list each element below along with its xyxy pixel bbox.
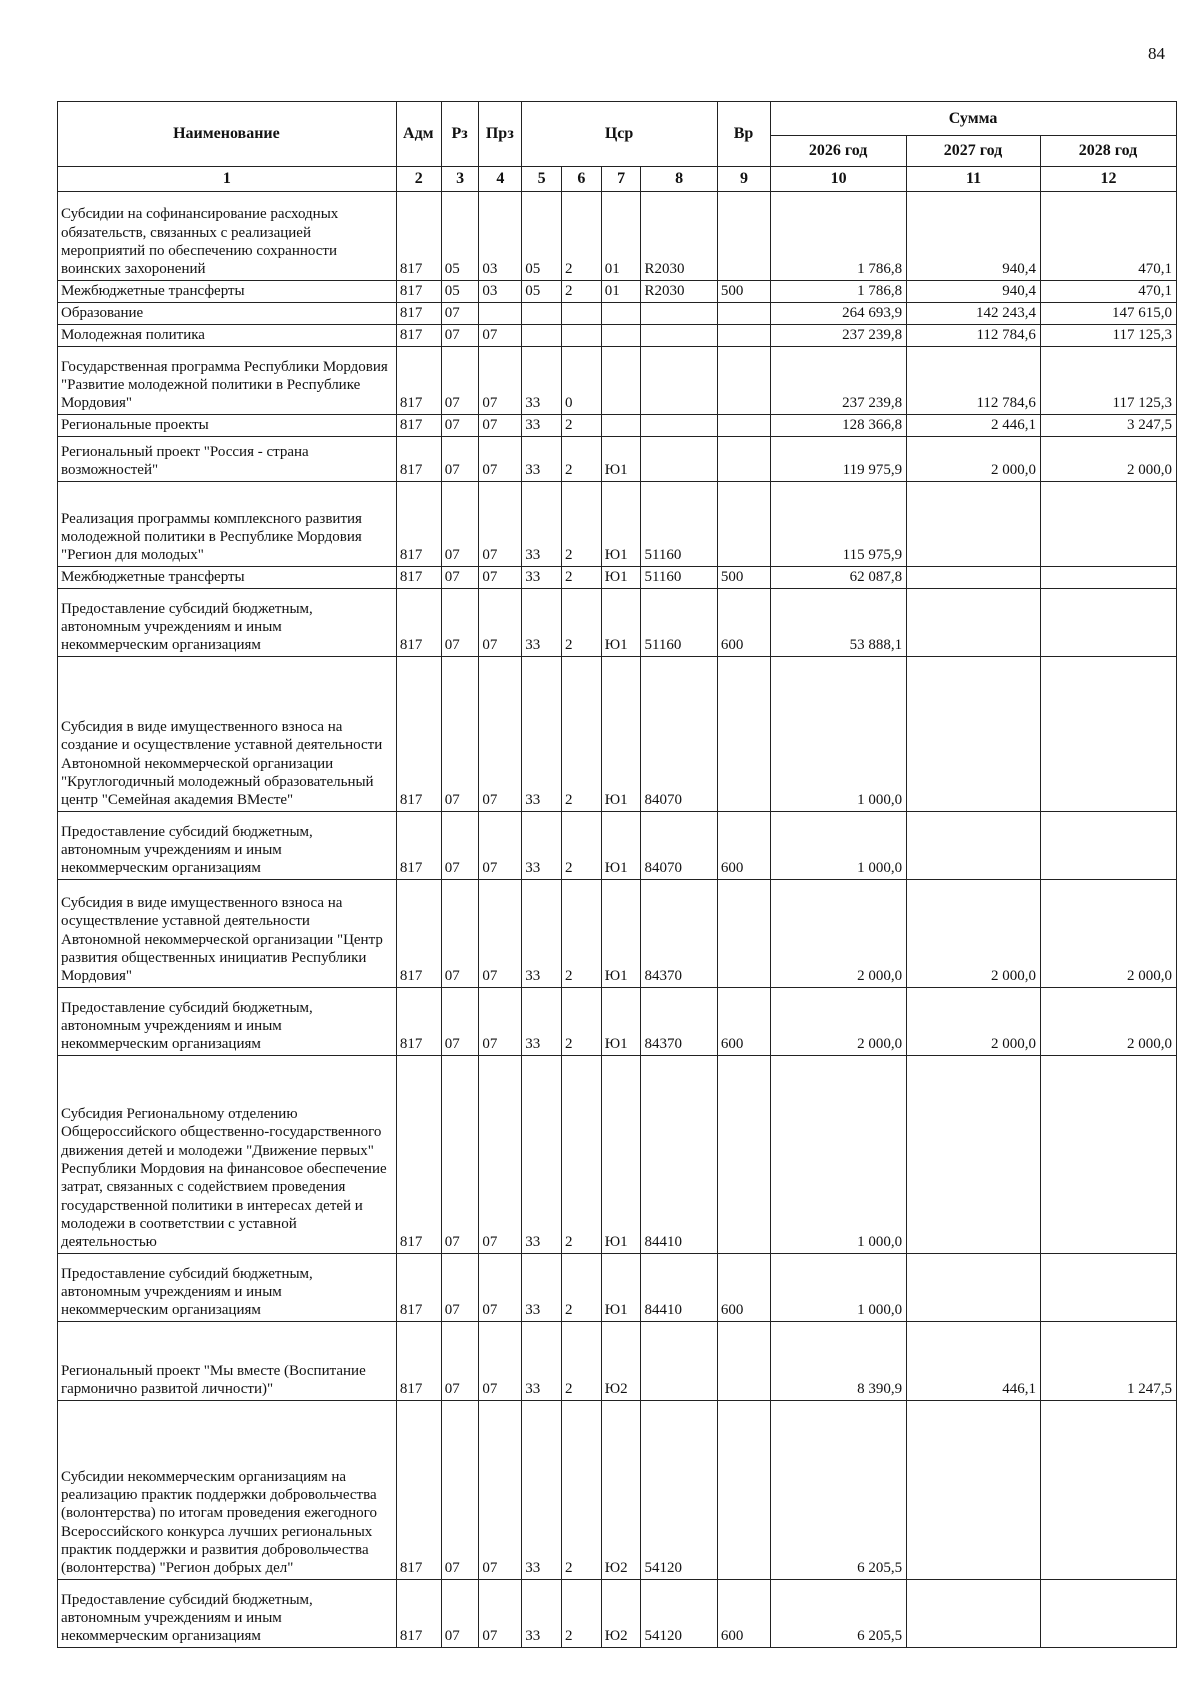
amount-2026: 2 000,0: [771, 987, 907, 1055]
column-number: 8: [641, 167, 717, 192]
adm-cell: 817: [396, 346, 441, 414]
csr-part-5-cell: 33: [522, 436, 562, 481]
csr-part-6-cell: 2: [562, 987, 602, 1055]
rz-cell: 07: [441, 324, 479, 346]
row-name: Государственная программа Республики Мордовия "Развитие молодежной политики в Республике Мордовия": [58, 346, 397, 414]
csr-part-6-cell: 2: [562, 280, 602, 302]
amount-2027: [907, 656, 1041, 811]
prz-cell: [479, 302, 522, 324]
prz-cell: 07: [479, 588, 522, 656]
adm-cell: 817: [396, 1579, 441, 1647]
table-body: [58, 191, 1177, 1647]
table-row: [58, 436, 1177, 481]
amount-2027: 142 243,4: [907, 302, 1041, 324]
vr-cell: 600: [717, 1253, 770, 1321]
row-name: Межбюджетные трансферты: [58, 280, 397, 302]
amount-2027: 940,4: [907, 280, 1041, 302]
csr-part-5-cell: 33: [522, 414, 562, 436]
column-number: 2: [396, 167, 441, 192]
table-row: [58, 987, 1177, 1055]
table-row: [58, 566, 1177, 588]
csr-part-6-cell: 2: [562, 1321, 602, 1400]
csr-part-7-cell: Ю1: [601, 1253, 641, 1321]
prz-cell: 07: [479, 346, 522, 414]
csr-part-5-cell: 33: [522, 656, 562, 811]
csr-part-6-cell: 2: [562, 481, 602, 566]
prz-cell: 07: [479, 811, 522, 879]
amount-2027: 2 446,1: [907, 414, 1041, 436]
csr-part-6-cell: 2: [562, 414, 602, 436]
adm-cell: 817: [396, 324, 441, 346]
amount-2028: 470,1: [1040, 191, 1176, 280]
vr-cell: [717, 302, 770, 324]
column-number: 4: [479, 167, 522, 192]
adm-cell: 817: [396, 656, 441, 811]
vr-cell: [717, 1055, 770, 1253]
amount-2027: 446,1: [907, 1321, 1041, 1400]
adm-cell: 817: [396, 280, 441, 302]
table-row: [58, 588, 1177, 656]
csr-part-7-cell: [601, 346, 641, 414]
vr-cell: [717, 656, 770, 811]
amount-2027: 112 784,6: [907, 324, 1041, 346]
adm-cell: 817: [396, 879, 441, 987]
rz-cell: 07: [441, 302, 479, 324]
row-name: Предоставление субсидий бюджетным, автономным учреждениям и иным некоммерческим организациям: [58, 588, 397, 656]
budget-table: [57, 101, 1177, 1648]
amount-2026: 1 000,0: [771, 1055, 907, 1253]
vr-cell: [717, 436, 770, 481]
amount-2026: 1 000,0: [771, 1253, 907, 1321]
amount-2026: 237 239,8: [771, 346, 907, 414]
csr-part-5-cell: 33: [522, 1321, 562, 1400]
amount-2026: 128 366,8: [771, 414, 907, 436]
amount-2027: [907, 1055, 1041, 1253]
vr-cell: 600: [717, 987, 770, 1055]
row-name: Региональные проекты: [58, 414, 397, 436]
amount-2028: 147 615,0: [1040, 302, 1176, 324]
header-prz: Прз: [479, 102, 522, 167]
row-name: Реализация программы комплексного развития молодежной политики в Республике Мордовия "Регион для молодых": [58, 481, 397, 566]
amount-2026: 6 205,5: [771, 1579, 907, 1647]
table-row: [58, 324, 1177, 346]
rz-cell: 07: [441, 1400, 479, 1579]
csr-part-6-cell: 2: [562, 436, 602, 481]
rz-cell: 07: [441, 1253, 479, 1321]
row-name: Субсидия в виде имущественного взноса на создание и осуществление уставной деятельности Автономной некоммерческой организации "Круглогодичный молодежный образовательный центр "Семейная академия ВМесте": [58, 656, 397, 811]
rz-cell: 07: [441, 588, 479, 656]
prz-cell: 03: [479, 191, 522, 280]
csr-part-8-cell: 54120: [641, 1579, 717, 1647]
vr-cell: [717, 414, 770, 436]
amount-2026: 119 975,9: [771, 436, 907, 481]
adm-cell: 817: [396, 302, 441, 324]
amount-2026: 62 087,8: [771, 566, 907, 588]
column-number: 9: [717, 167, 770, 192]
csr-part-7-cell: [601, 414, 641, 436]
table-row: [58, 481, 1177, 566]
table-row: [58, 1400, 1177, 1579]
prz-cell: 07: [479, 1321, 522, 1400]
adm-cell: 817: [396, 566, 441, 588]
csr-part-7-cell: 01: [601, 280, 641, 302]
table-row: [58, 280, 1177, 302]
csr-part-5-cell: 33: [522, 481, 562, 566]
adm-cell: 817: [396, 1400, 441, 1579]
csr-part-8-cell: [641, 436, 717, 481]
row-name: Субсидии некоммерческим организациям на реализацию практик поддержки добровольчества (волонтерства) по итогам проведения ежегодного Всероссийского конкурса лучших региональных практик поддержки и развития добровольчества (волонтерства) "Регион добрых дел": [58, 1400, 397, 1579]
adm-cell: 817: [396, 987, 441, 1055]
csr-part-8-cell: [641, 324, 717, 346]
amount-2026: 264 693,9: [771, 302, 907, 324]
csr-part-7-cell: Ю1: [601, 987, 641, 1055]
csr-part-7-cell: [601, 324, 641, 346]
csr-part-5-cell: 33: [522, 1579, 562, 1647]
csr-part-5-cell: 33: [522, 566, 562, 588]
csr-part-5-cell: [522, 324, 562, 346]
csr-part-7-cell: Ю1: [601, 566, 641, 588]
amount-2028: 2 000,0: [1040, 987, 1176, 1055]
row-name: Субсидия в виде имущественного взноса на осуществление уставной деятельности Автономной некоммерческой организации "Центр развития общественных инициатив Республики Мордовия": [58, 879, 397, 987]
csr-part-5-cell: 33: [522, 1055, 562, 1253]
adm-cell: 817: [396, 481, 441, 566]
amount-2027: [907, 1579, 1041, 1647]
prz-cell: 07: [479, 987, 522, 1055]
row-name: Региональный проект "Россия - страна возможностей": [58, 436, 397, 481]
rz-cell: 05: [441, 280, 479, 302]
amount-2028: [1040, 811, 1176, 879]
prz-cell: 07: [479, 1253, 522, 1321]
column-number: 6: [562, 167, 602, 192]
amount-2028: 1 247,5: [1040, 1321, 1176, 1400]
vr-cell: 600: [717, 588, 770, 656]
csr-part-8-cell: 84070: [641, 656, 717, 811]
vr-cell: [717, 1321, 770, 1400]
prz-cell: 07: [479, 566, 522, 588]
table-row: [58, 191, 1177, 280]
table-row: [58, 1253, 1177, 1321]
amount-2026: 115 975,9: [771, 481, 907, 566]
prz-cell: 07: [479, 656, 522, 811]
csr-part-7-cell: Ю2: [601, 1579, 641, 1647]
prz-cell: 07: [479, 414, 522, 436]
column-number: 7: [601, 167, 641, 192]
csr-part-6-cell: 2: [562, 1253, 602, 1321]
csr-part-6-cell: 2: [562, 811, 602, 879]
adm-cell: 817: [396, 191, 441, 280]
rz-cell: 07: [441, 481, 479, 566]
table-row: [58, 1579, 1177, 1647]
rz-cell: 05: [441, 191, 479, 280]
amount-2026: 2 000,0: [771, 879, 907, 987]
rz-cell: 07: [441, 1055, 479, 1253]
amount-2028: 117 125,3: [1040, 324, 1176, 346]
rz-cell: 07: [441, 346, 479, 414]
rz-cell: 07: [441, 414, 479, 436]
csr-part-6-cell: 2: [562, 566, 602, 588]
csr-part-5-cell: [522, 302, 562, 324]
vr-cell: [717, 1400, 770, 1579]
csr-part-6-cell: 2: [562, 1579, 602, 1647]
amount-2028: 2 000,0: [1040, 436, 1176, 481]
rz-cell: 07: [441, 811, 479, 879]
adm-cell: 817: [396, 414, 441, 436]
csr-part-6-cell: 2: [562, 588, 602, 656]
adm-cell: 817: [396, 1321, 441, 1400]
adm-cell: 817: [396, 588, 441, 656]
csr-part-5-cell: 33: [522, 879, 562, 987]
row-name: Молодежная политика: [58, 324, 397, 346]
prz-cell: 07: [479, 324, 522, 346]
csr-part-8-cell: 51160: [641, 481, 717, 566]
rz-cell: 07: [441, 656, 479, 811]
csr-part-8-cell: 84070: [641, 811, 717, 879]
csr-part-6-cell: 2: [562, 656, 602, 811]
column-number: 10: [771, 167, 907, 192]
csr-part-8-cell: 84410: [641, 1055, 717, 1253]
rz-cell: 07: [441, 1321, 479, 1400]
prz-cell: 07: [479, 879, 522, 987]
adm-cell: 817: [396, 811, 441, 879]
csr-part-8-cell: 51160: [641, 566, 717, 588]
column-number: 11: [907, 167, 1041, 192]
prz-cell: 07: [479, 481, 522, 566]
csr-part-7-cell: Ю1: [601, 481, 641, 566]
amount-2028: [1040, 1400, 1176, 1579]
csr-part-6-cell: [562, 324, 602, 346]
amount-2027: [907, 811, 1041, 879]
amount-2028: [1040, 588, 1176, 656]
vr-cell: [717, 346, 770, 414]
row-name: Предоставление субсидий бюджетным, автономным учреждениям и иным некоммерческим организациям: [58, 987, 397, 1055]
rz-cell: 07: [441, 436, 479, 481]
amount-2026: 237 239,8: [771, 324, 907, 346]
amount-2028: [1040, 481, 1176, 566]
csr-part-6-cell: 0: [562, 346, 602, 414]
amount-2028: 2 000,0: [1040, 879, 1176, 987]
row-name: Субсидии на софинансирование расходных обязательств, связанных с реализацией мероприятий по обеспечению сохранности воинских захоронений: [58, 191, 397, 280]
amount-2028: 117 125,3: [1040, 346, 1176, 414]
csr-part-8-cell: 84370: [641, 987, 717, 1055]
csr-part-5-cell: 33: [522, 811, 562, 879]
amount-2027: [907, 1400, 1041, 1579]
csr-part-5-cell: 33: [522, 1253, 562, 1321]
amount-2027: [907, 481, 1041, 566]
csr-part-5-cell: 33: [522, 987, 562, 1055]
amount-2028: 470,1: [1040, 280, 1176, 302]
csr-part-7-cell: Ю1: [601, 436, 641, 481]
vr-cell: 500: [717, 566, 770, 588]
csr-part-8-cell: [641, 1321, 717, 1400]
csr-part-8-cell: 51160: [641, 588, 717, 656]
page-number: 84: [1148, 44, 1165, 63]
header-year-2027: 2027 год: [907, 136, 1041, 167]
column-number: 1: [58, 167, 397, 192]
row-name: Предоставление субсидий бюджетным, автономным учреждениям и иным некоммерческим организациям: [58, 1579, 397, 1647]
table-row: [58, 879, 1177, 987]
csr-part-8-cell: R2030: [641, 191, 717, 280]
amount-2027: [907, 566, 1041, 588]
amount-2027: 2 000,0: [907, 879, 1041, 987]
vr-cell: [717, 324, 770, 346]
vr-cell: 600: [717, 811, 770, 879]
amount-2026: 6 205,5: [771, 1400, 907, 1579]
header-csr: Цср: [522, 102, 718, 167]
table-row: [58, 1321, 1177, 1400]
csr-part-7-cell: [601, 302, 641, 324]
amount-2027: 112 784,6: [907, 346, 1041, 414]
csr-part-8-cell: [641, 346, 717, 414]
prz-cell: 03: [479, 280, 522, 302]
vr-cell: 500: [717, 280, 770, 302]
adm-cell: 817: [396, 1253, 441, 1321]
row-name: Предоставление субсидий бюджетным, автономным учреждениям и иным некоммерческим организациям: [58, 811, 397, 879]
column-number-row: [58, 167, 1177, 192]
table-row: [58, 656, 1177, 811]
csr-part-5-cell: 05: [522, 280, 562, 302]
amount-2027: [907, 588, 1041, 656]
column-number: 12: [1040, 167, 1176, 192]
column-number: 5: [522, 167, 562, 192]
header-year-2028: 2028 год: [1040, 136, 1176, 167]
csr-part-6-cell: 2: [562, 1055, 602, 1253]
row-name: Образование: [58, 302, 397, 324]
amount-2028: [1040, 1055, 1176, 1253]
csr-part-7-cell: Ю1: [601, 656, 641, 811]
amount-2026: 53 888,1: [771, 588, 907, 656]
header-name: Наименование: [58, 102, 397, 167]
prz-cell: 07: [479, 1400, 522, 1579]
vr-cell: 600: [717, 1579, 770, 1647]
table-row: [58, 346, 1177, 414]
vr-cell: [717, 879, 770, 987]
header-year-2026: 2026 год: [771, 136, 907, 167]
rz-cell: 07: [441, 879, 479, 987]
csr-part-8-cell: [641, 414, 717, 436]
csr-part-7-cell: 01: [601, 191, 641, 280]
csr-part-7-cell: Ю1: [601, 879, 641, 987]
csr-part-6-cell: 2: [562, 1400, 602, 1579]
header-sum: Сумма: [771, 102, 1177, 136]
adm-cell: 817: [396, 1055, 441, 1253]
amount-2028: [1040, 566, 1176, 588]
row-name: Предоставление субсидий бюджетным, автономным учреждениям и иным некоммерческим организациям: [58, 1253, 397, 1321]
vr-cell: [717, 191, 770, 280]
csr-part-8-cell: 84410: [641, 1253, 717, 1321]
amount-2026: 8 390,9: [771, 1321, 907, 1400]
prz-cell: 07: [479, 436, 522, 481]
table-row: [58, 414, 1177, 436]
csr-part-5-cell: 33: [522, 346, 562, 414]
adm-cell: 817: [396, 436, 441, 481]
row-name: Региональный проект "Мы вместе (Воспитание гармонично развитой личности)": [58, 1321, 397, 1400]
csr-part-7-cell: Ю2: [601, 1321, 641, 1400]
csr-part-7-cell: Ю1: [601, 588, 641, 656]
column-number: 3: [441, 167, 479, 192]
csr-part-7-cell: Ю2: [601, 1400, 641, 1579]
amount-2027: 2 000,0: [907, 436, 1041, 481]
csr-part-8-cell: [641, 302, 717, 324]
header-vr: Вр: [717, 102, 770, 167]
prz-cell: 07: [479, 1055, 522, 1253]
csr-part-5-cell: 05: [522, 191, 562, 280]
table-row: [58, 1055, 1177, 1253]
csr-part-5-cell: 33: [522, 1400, 562, 1579]
header-adm: Адм: [396, 102, 441, 167]
csr-part-8-cell: 54120: [641, 1400, 717, 1579]
csr-part-6-cell: 2: [562, 879, 602, 987]
amount-2026: 1 000,0: [771, 811, 907, 879]
table-row: [58, 811, 1177, 879]
vr-cell: [717, 481, 770, 566]
csr-part-5-cell: 33: [522, 588, 562, 656]
amount-2027: 940,4: [907, 191, 1041, 280]
csr-part-8-cell: 84370: [641, 879, 717, 987]
amount-2028: [1040, 1253, 1176, 1321]
csr-part-6-cell: 2: [562, 191, 602, 280]
rz-cell: 07: [441, 566, 479, 588]
amount-2026: 1 786,8: [771, 191, 907, 280]
prz-cell: 07: [479, 1579, 522, 1647]
amount-2028: [1040, 656, 1176, 811]
amount-2028: [1040, 1579, 1176, 1647]
header-rz: Рз: [441, 102, 479, 167]
amount-2027: [907, 1253, 1041, 1321]
rz-cell: 07: [441, 987, 479, 1055]
amount-2026: 1 786,8: [771, 280, 907, 302]
csr-part-8-cell: R2030: [641, 280, 717, 302]
table-row: [58, 302, 1177, 324]
row-name: Субсидия Региональному отделению Общероссийского общественно-государственного движения детей и молодежи "Движение первых" Республики Мордовия на финансовое обеспечение затрат, связанных с содействием проведения государственной политики в интересах детей и молодежи в соответствии с уставной деятельностью: [58, 1055, 397, 1253]
row-name: Межбюджетные трансферты: [58, 566, 397, 588]
rz-cell: 07: [441, 1579, 479, 1647]
csr-part-7-cell: Ю1: [601, 811, 641, 879]
amount-2027: 2 000,0: [907, 987, 1041, 1055]
amount-2028: 3 247,5: [1040, 414, 1176, 436]
csr-part-7-cell: Ю1: [601, 1055, 641, 1253]
amount-2026: 1 000,0: [771, 656, 907, 811]
csr-part-6-cell: [562, 302, 602, 324]
